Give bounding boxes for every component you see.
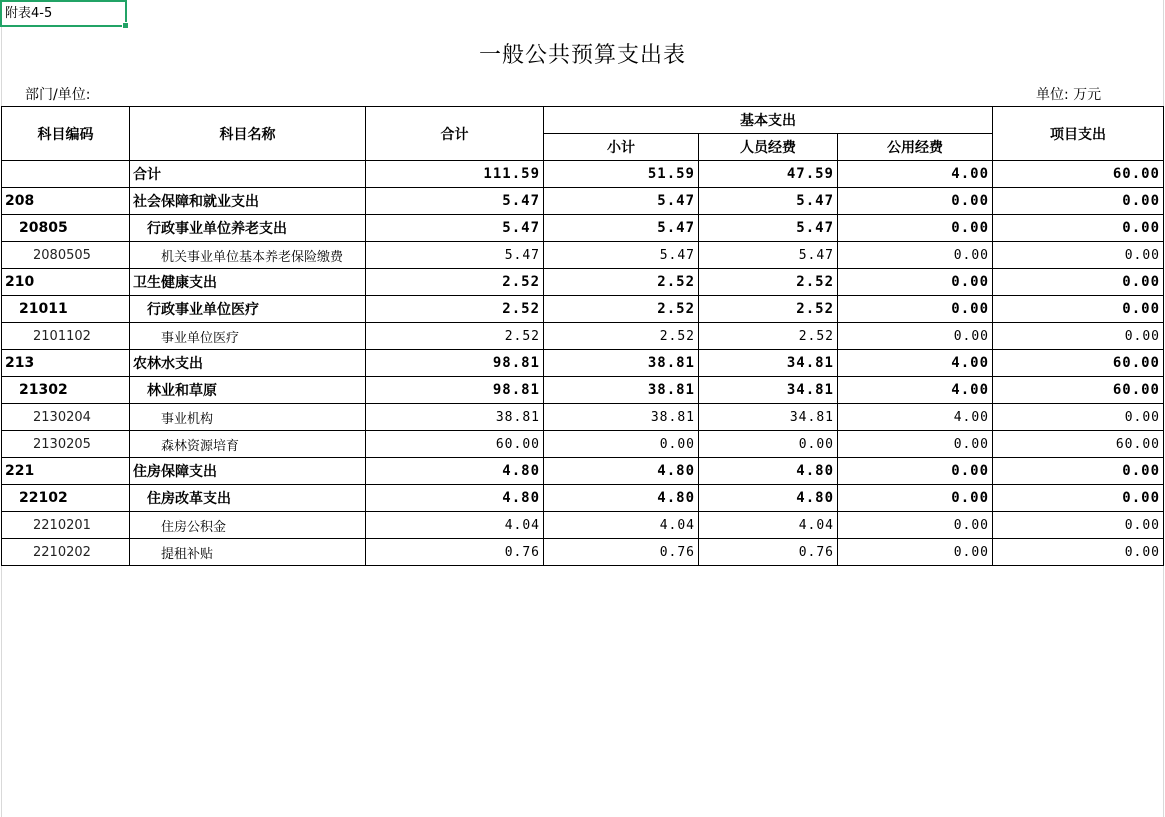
cell-project[interactable]: 0.00 bbox=[993, 458, 1164, 485]
cell-project[interactable]: 0.00 bbox=[993, 242, 1164, 269]
cell-personnel[interactable]: 0.00 bbox=[699, 431, 838, 458]
cell-name[interactable]: 机关事业单位基本养老保险缴费 bbox=[130, 242, 366, 269]
cell-project[interactable]: 60.00 bbox=[993, 350, 1164, 377]
cell-code[interactable]: 2130205 bbox=[2, 431, 130, 458]
cell-subtotal[interactable]: 0.00 bbox=[544, 431, 699, 458]
department-label: 部门/单位: bbox=[25, 87, 91, 103]
cell-subtotal[interactable]: 5.47 bbox=[544, 188, 699, 215]
cell-name[interactable]: 农林水支出 bbox=[130, 350, 366, 377]
cell-name[interactable]: 事业机构 bbox=[130, 404, 366, 431]
table-row bbox=[2, 458, 1164, 485]
header-total[interactable]: 合计 bbox=[366, 107, 544, 161]
cell-code[interactable]: 2130204 bbox=[2, 404, 130, 431]
cell-project[interactable]: 0.00 bbox=[993, 323, 1164, 350]
cell-subtotal[interactable]: 38.81 bbox=[544, 404, 699, 431]
cell-name[interactable]: 合计 bbox=[130, 161, 366, 188]
header-name[interactable]: 科目名称 bbox=[130, 107, 366, 161]
table-row bbox=[2, 269, 1164, 296]
cell-subtotal[interactable]: 4.04 bbox=[544, 512, 699, 539]
cell-total[interactable]: 0.76 bbox=[366, 539, 544, 566]
cell-code[interactable]: 2210201 bbox=[2, 512, 130, 539]
cell-name[interactable]: 行政事业单位养老支出 bbox=[130, 215, 366, 242]
selected-cell-a1[interactable]: 附表4-5 bbox=[0, 0, 127, 27]
cell-project[interactable]: 60.00 bbox=[993, 161, 1164, 188]
cell-public[interactable]: 4.00 bbox=[838, 404, 993, 431]
cell-project[interactable]: 0.00 bbox=[993, 485, 1164, 512]
cell-name[interactable]: 林业和草原 bbox=[130, 377, 366, 404]
cell-project[interactable]: 60.00 bbox=[993, 377, 1164, 404]
table-row bbox=[2, 350, 1164, 377]
cell-personnel[interactable]: 0.76 bbox=[699, 539, 838, 566]
cell-subtotal[interactable]: 2.52 bbox=[544, 323, 699, 350]
cell-total[interactable]: 60.00 bbox=[366, 431, 544, 458]
cell-subtotal[interactable]: 4.80 bbox=[544, 458, 699, 485]
cell-name[interactable]: 社会保障和就业支出 bbox=[130, 188, 366, 215]
cell-personnel[interactable]: 5.47 bbox=[699, 242, 838, 269]
cell-name[interactable]: 住房公积金 bbox=[130, 512, 366, 539]
cell-code[interactable]: 2080505 bbox=[2, 242, 130, 269]
budget-table bbox=[1, 106, 1164, 566]
cell-public[interactable]: 0.00 bbox=[838, 539, 993, 566]
table-row bbox=[2, 431, 1164, 458]
cell-public[interactable]: 4.00 bbox=[838, 350, 993, 377]
cell-project[interactable]: 0.00 bbox=[993, 269, 1164, 296]
cell-name[interactable]: 住房改革支出 bbox=[130, 485, 366, 512]
cell-subtotal[interactable]: 38.81 bbox=[544, 377, 699, 404]
cell-code[interactable]: 221 bbox=[2, 458, 130, 485]
header-personnel[interactable]: 人员经费 bbox=[699, 134, 838, 161]
cell-project[interactable]: 0.00 bbox=[993, 188, 1164, 215]
table-row bbox=[2, 215, 1164, 242]
cell-code[interactable]: 21011 bbox=[2, 296, 130, 323]
cell-code[interactable]: 21302 bbox=[2, 377, 130, 404]
table-row bbox=[2, 485, 1164, 512]
cell-public[interactable]: 0.00 bbox=[838, 188, 993, 215]
cell-project[interactable]: 60.00 bbox=[993, 431, 1164, 458]
cell-subtotal[interactable]: 0.76 bbox=[544, 539, 699, 566]
cell-project[interactable]: 0.00 bbox=[993, 296, 1164, 323]
table-row bbox=[2, 512, 1164, 539]
cell-public[interactable]: 0.00 bbox=[838, 323, 993, 350]
cell-name[interactable]: 住房保障支出 bbox=[130, 458, 366, 485]
cell-personnel[interactable]: 4.80 bbox=[699, 485, 838, 512]
header-basic-group[interactable]: 基本支出 bbox=[544, 107, 993, 134]
cell-name[interactable]: 卫生健康支出 bbox=[130, 269, 366, 296]
cell-total[interactable]: 2.52 bbox=[366, 323, 544, 350]
cell-total[interactable]: 98.81 bbox=[366, 377, 544, 404]
cell-subtotal[interactable]: 38.81 bbox=[544, 350, 699, 377]
table-row bbox=[2, 377, 1164, 404]
cell-code[interactable]: 2101102 bbox=[2, 323, 130, 350]
cell-total[interactable]: 4.80 bbox=[366, 458, 544, 485]
cell-project[interactable]: 0.00 bbox=[993, 215, 1164, 242]
cell-public[interactable]: 4.00 bbox=[838, 161, 993, 188]
cell-subtotal[interactable]: 2.52 bbox=[544, 296, 699, 323]
cell-personnel[interactable]: 5.47 bbox=[699, 215, 838, 242]
cell-personnel[interactable]: 34.81 bbox=[699, 377, 838, 404]
cell-personnel[interactable]: 34.81 bbox=[699, 404, 838, 431]
table-row bbox=[2, 296, 1164, 323]
cell-public[interactable]: 0.00 bbox=[838, 458, 993, 485]
cell-personnel[interactable]: 2.52 bbox=[699, 323, 838, 350]
cell-code[interactable]: 20805 bbox=[2, 215, 130, 242]
header-subtotal[interactable]: 小计 bbox=[544, 134, 699, 161]
cell-total[interactable]: 2.52 bbox=[366, 269, 544, 296]
cell-total[interactable]: 2.52 bbox=[366, 296, 544, 323]
header-public[interactable]: 公用经费 bbox=[838, 134, 993, 161]
cell-subtotal[interactable]: 5.47 bbox=[544, 242, 699, 269]
cell-project[interactable]: 0.00 bbox=[993, 539, 1164, 566]
cell-public[interactable]: 4.00 bbox=[838, 377, 993, 404]
cell-total[interactable]: 5.47 bbox=[366, 215, 544, 242]
cell-code[interactable]: 210 bbox=[2, 269, 130, 296]
table-row bbox=[2, 323, 1164, 350]
cell-name[interactable]: 事业单位医疗 bbox=[130, 323, 366, 350]
cell-total[interactable]: 38.81 bbox=[366, 404, 544, 431]
cell-total[interactable]: 5.47 bbox=[366, 242, 544, 269]
cell-personnel[interactable]: 47.59 bbox=[699, 161, 838, 188]
cell-project[interactable]: 0.00 bbox=[993, 512, 1164, 539]
cell-name[interactable]: 提租补贴 bbox=[130, 539, 366, 566]
cell-personnel[interactable]: 34.81 bbox=[699, 350, 838, 377]
table-row bbox=[2, 161, 1164, 188]
cell-total[interactable]: 4.04 bbox=[366, 512, 544, 539]
cell-personnel[interactable]: 2.52 bbox=[699, 296, 838, 323]
cell-public[interactable]: 0.00 bbox=[838, 512, 993, 539]
cell-subtotal[interactable]: 2.52 bbox=[544, 269, 699, 296]
cell-total[interactable]: 111.59 bbox=[366, 161, 544, 188]
cell-code[interactable]: 213 bbox=[2, 350, 130, 377]
cell-code[interactable]: 208 bbox=[2, 188, 130, 215]
cell-total[interactable]: 5.47 bbox=[366, 188, 544, 215]
cell-personnel[interactable]: 4.80 bbox=[699, 458, 838, 485]
table-body bbox=[2, 161, 1164, 566]
page-title: 一般公共预算支出表 bbox=[478, 43, 686, 68]
cell-public[interactable]: 0.00 bbox=[838, 485, 993, 512]
table-row bbox=[2, 242, 1164, 269]
cell-code[interactable]: 2210202 bbox=[2, 539, 130, 566]
cell-name[interactable]: 行政事业单位医疗 bbox=[130, 296, 366, 323]
table-row bbox=[2, 404, 1164, 431]
cell-public[interactable]: 0.00 bbox=[838, 269, 993, 296]
header-code[interactable]: 科目编码 bbox=[2, 107, 130, 161]
table-row bbox=[2, 539, 1164, 566]
unit-label: 单位: 万元 bbox=[1036, 87, 1102, 103]
cell-public[interactable]: 0.00 bbox=[838, 431, 993, 458]
cell-public[interactable]: 0.00 bbox=[838, 215, 993, 242]
cell-code[interactable]: 22102 bbox=[2, 485, 130, 512]
cell-total[interactable]: 4.80 bbox=[366, 485, 544, 512]
cell-personnel[interactable]: 4.04 bbox=[699, 512, 838, 539]
cell-subtotal[interactable]: 51.59 bbox=[544, 161, 699, 188]
cell-public[interactable]: 0.00 bbox=[838, 296, 993, 323]
table-row bbox=[2, 188, 1164, 215]
cell-subtotal[interactable]: 4.80 bbox=[544, 485, 699, 512]
header-project[interactable]: 项目支出 bbox=[993, 107, 1164, 161]
cell-public[interactable]: 0.00 bbox=[838, 242, 993, 269]
cell-subtotal[interactable]: 5.47 bbox=[544, 215, 699, 242]
cell-code[interactable] bbox=[2, 161, 130, 188]
cell-personnel[interactable]: 2.52 bbox=[699, 269, 838, 296]
cell-total[interactable]: 98.81 bbox=[366, 350, 544, 377]
cell-name[interactable]: 森林资源培育 bbox=[130, 431, 366, 458]
cell-project[interactable]: 0.00 bbox=[993, 404, 1164, 431]
cell-personnel[interactable]: 5.47 bbox=[699, 188, 838, 215]
